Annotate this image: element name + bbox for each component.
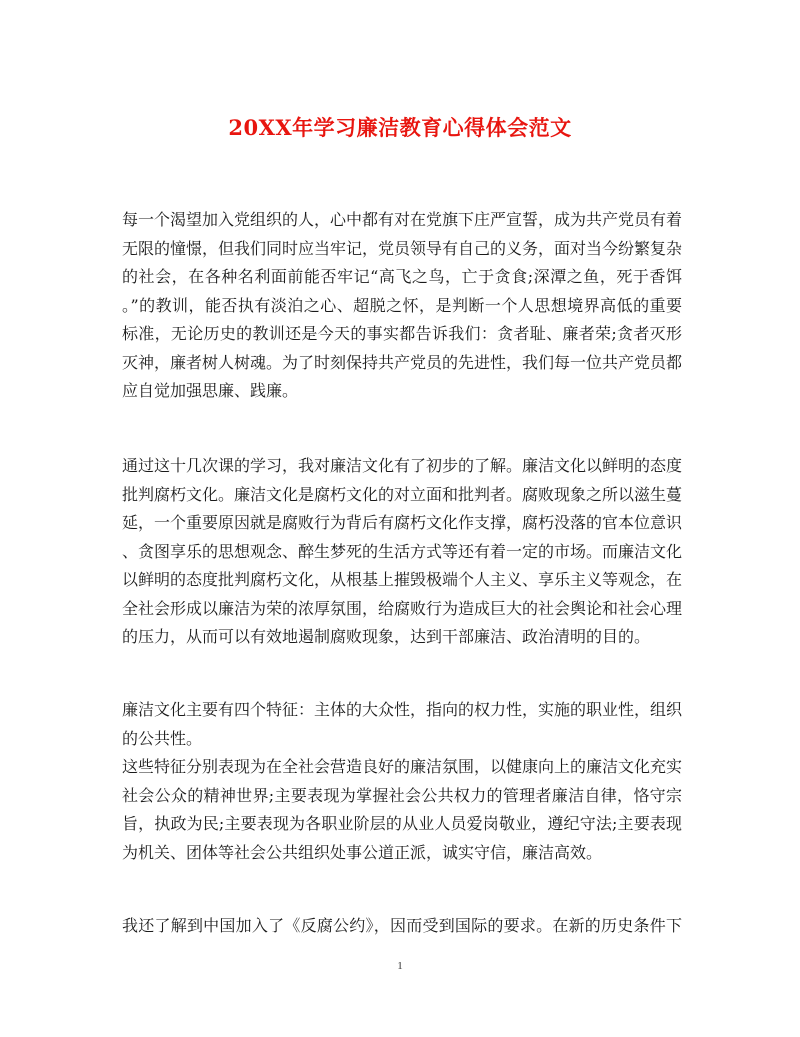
text-line: 的社会，在各种名利面前能否牢记“高飞之鸟，亡于贪食;深潭之鱼，死于香饵 <box>122 267 682 286</box>
text-line: 旨，执政为民;主要表现为各职业阶层的从业人员爱岗敬业，遵纪守法;主要表现 <box>122 814 682 833</box>
text-line: 延，一个重要原因就是腐败行为背后有腐朽文化作支撑，腐朽没落的官本位意识 <box>122 513 683 532</box>
paragraph-4 <box>122 912 682 941</box>
paragraph-3 <box>122 696 682 867</box>
paragraph-1 <box>122 206 682 406</box>
page-number: 1 <box>397 960 403 972</box>
text-line: 灭神，廉者树人树魂。为了时刻保持共产党员的先进性，我们每一位共产党员都 <box>122 352 683 372</box>
text-line: 每一个渴望加入党组织的人，心中都有对在党旗下庄严宣誓，成为共产党员有着 <box>122 210 683 229</box>
paragraph-2 <box>122 452 682 652</box>
text-line: 为机关、团体等社会公共组织处事公道正派，诚实守信，廉洁高效。 <box>122 842 603 862</box>
text-line: 通过这十几次课的学习，我对廉洁文化有了初步的了解。廉洁文化以鲜明的态度 <box>122 456 683 475</box>
text-line: 。”的教训，能否执有淡泊之心、超脱之怀，是判断一个人思想境界高低的重要 <box>122 295 682 315</box>
text-line: 全社会形成以廉洁为荣的浓厚氛围，给腐败行为造成巨大的社会舆论和社会心理 <box>122 598 683 618</box>
text-line: 批判腐朽文化。廉洁文化是腐朽文化的对立面和批判者。腐败现象之所以滋生蔓 <box>122 484 683 504</box>
text-line: 社会公众的精神世界;主要表现为掌握社会公共权力的管理者廉洁自律，恪守宗 <box>122 785 682 805</box>
text-line: 廉洁文化主要有四个特征：主体的大众性，指向的权力性，实施的职业性，组织 <box>122 700 683 719</box>
text-line: 的公共性。 <box>122 728 203 748</box>
text-line: 无限的憧憬，但我们同时应当牢记，党员领导有自己的义务，面对当今纷繁复杂 <box>122 238 683 258</box>
text-line: 我还了解到中国加入了《反腐公约》，因而受到国际的要求。在新的历史条件下 <box>122 916 682 935</box>
text-line: 以鲜明的态度批判腐朽文化，从根基上摧毁极端个人主义、享乐主义等观念，在 <box>122 570 683 589</box>
text-line: 、贪图享乐的思想观念、醉生梦死的生活方式等还有着一定的市场。而廉洁文化 <box>122 541 683 561</box>
text-line: 应自觉加强思廉、践廉。 <box>122 381 299 400</box>
text-line: 这些特征分别表现为在全社会营造良好的廉洁氛围，以健康向上的廉洁文化充实 <box>122 757 683 776</box>
text-line: 标准，无论历史的教训还是今天的事实都告诉我们：贪者耻、廉者荣;贪者灭形 <box>122 324 682 343</box>
text-line: 的压力，从而可以有效地遏制腐败现象，达到干部廉洁、政治清明的目的。 <box>122 627 651 646</box>
document-title: 20XX年学习廉洁教育心得体会范文 <box>228 115 572 140</box>
